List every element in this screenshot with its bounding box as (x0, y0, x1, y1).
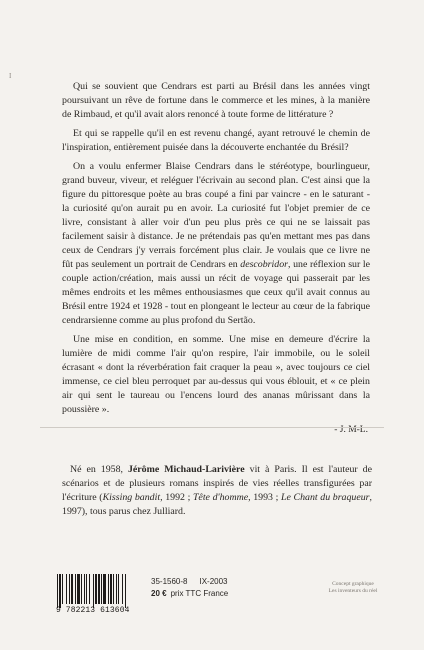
barcode-bar (101, 574, 102, 604)
signature-dash: - (334, 425, 340, 435)
barcode (56, 574, 146, 619)
barcode-bar (66, 574, 67, 604)
author-bio (62, 463, 372, 519)
book-title: Tête d'homme (192, 492, 249, 503)
print-date: IX-2003 (199, 577, 228, 586)
blurb-paragraph-3 (62, 160, 370, 328)
barcode-bar (118, 574, 119, 604)
blurb-paragraph-2: Et qui se rappelle qu'il en est revenu changé, ayant retrouvé le chemin de l'inspiration, entièrement puisée dans la découverte enchantée du Brésil? (62, 128, 370, 153)
blurb-paragraph-4: Une mise en condition, en somme. Une mise en demeure d'écrire la lumière de midi comme l'air qu'on respire, l'air immobile, ou le soleil écrasant « dont la réverbération fait craquer la peau », avec toujours ce ciel immense, ce ciel bleu perroquet par au-dessus qui vous éblouit, et « ce plein air qui sent le taureau ou l'encens lourd des ananas mûrissant dans la poussière ». (62, 334, 370, 415)
book-title: Le Chant du braqueur (280, 492, 370, 503)
ean-number: 9 782213 613604 (56, 606, 130, 615)
barcode-bar (103, 574, 106, 604)
blurb-paragraph-3-text: On a voulu enfermer Blaise Cendrars dans le stéréotype, bourlingueur, grand buveur, viveur, et reléguer l'écrivain au second plan. C'est ainsi que la figure du pittoresque poète au bras coupé a fini par vaincre - en le saturant - la curiosité qu'on aurait pu en avoir. La curiosité fut l'objet premier de ce livre, consistant à aller voir d'un peu plus près ce qui ne se laissait pas facilement saisir à distance. Je ne prétendais pas qu'en mettant mes pas dans ceux de Cendrars j'y verrais forcément plus clair. Je voulais que ce livre ne fût pas seulement un portrait de Cendrars en (62, 161, 370, 270)
barcode-bar (116, 574, 117, 604)
divider (40, 427, 384, 428)
isbn-code: 35-1560-8 (151, 577, 188, 586)
author-name: Jérôme Michaud-Larivière (127, 464, 245, 475)
barcode-bar (59, 574, 61, 608)
barcode-icon (56, 574, 148, 608)
barcode-bar (110, 574, 112, 604)
barcode-bar (122, 574, 123, 604)
barcode-bar (57, 574, 58, 608)
blurb-paragraph-3-tail: , une réflexion sur le couple action/création, mais aussi un récit de voyage qui passerait par les mêmes endroits et les mêmes enthousiasmes que ceux qu'il avait connus au Brésil entre 1924 et 1928 - tout en plongeant le lecteur au cœur de la fabrique cendrarsienne comme au plus profond du Sertão. (62, 259, 370, 326)
book-title: Kissing bandit (102, 492, 161, 503)
barcode-bar (98, 574, 100, 604)
barcode-bar (84, 574, 85, 604)
barcode-bar (71, 574, 73, 604)
price: 20 € (151, 589, 167, 598)
barcode-bar (77, 574, 80, 604)
barcode-bar (69, 574, 70, 604)
barcode-bar (86, 574, 87, 604)
barcode-bar (108, 574, 109, 604)
author-bio-text: Né en 1958, Jérôme Michaud-Larivière vit à Paris. Il est l'auteur de scénarios et de plusieurs romans inspirés de vies réelles transfigurées par l'écriture (Kissing bandit, 1992 ; Tête d'homme, 1993 ; Le Chant du braqueur, 1997), tous parus chez Julliard. (62, 464, 373, 517)
barcode-bar (81, 574, 82, 604)
barcode-bar (93, 574, 94, 608)
design-credit: Concept graphique Les inventeurs du réel (328, 581, 378, 594)
barcode-bar (113, 574, 114, 604)
barcode-bar (95, 574, 97, 604)
price-note: prix TTC France (170, 589, 229, 598)
blurb-italic-word: descobridor (240, 259, 288, 270)
back-cover-blurb (62, 80, 370, 437)
barcode-bar (62, 574, 63, 604)
barcode-bar (75, 574, 76, 604)
blurb-paragraph-1: Qui se souvient que Cendrars est parti au Brésil dans les années vingt poursuivant un rêve de fortune dans le commerce et les mines, à la manière de Rimbaud, et qu'il avait alors renoncé à toute forme de littérature ? (62, 81, 370, 120)
barcode-bar (125, 574, 126, 608)
edge-mark: I (9, 72, 12, 80)
signature: - J. M-L. (334, 425, 368, 435)
barcode-bar (89, 574, 90, 604)
catalog-codes (151, 576, 261, 600)
